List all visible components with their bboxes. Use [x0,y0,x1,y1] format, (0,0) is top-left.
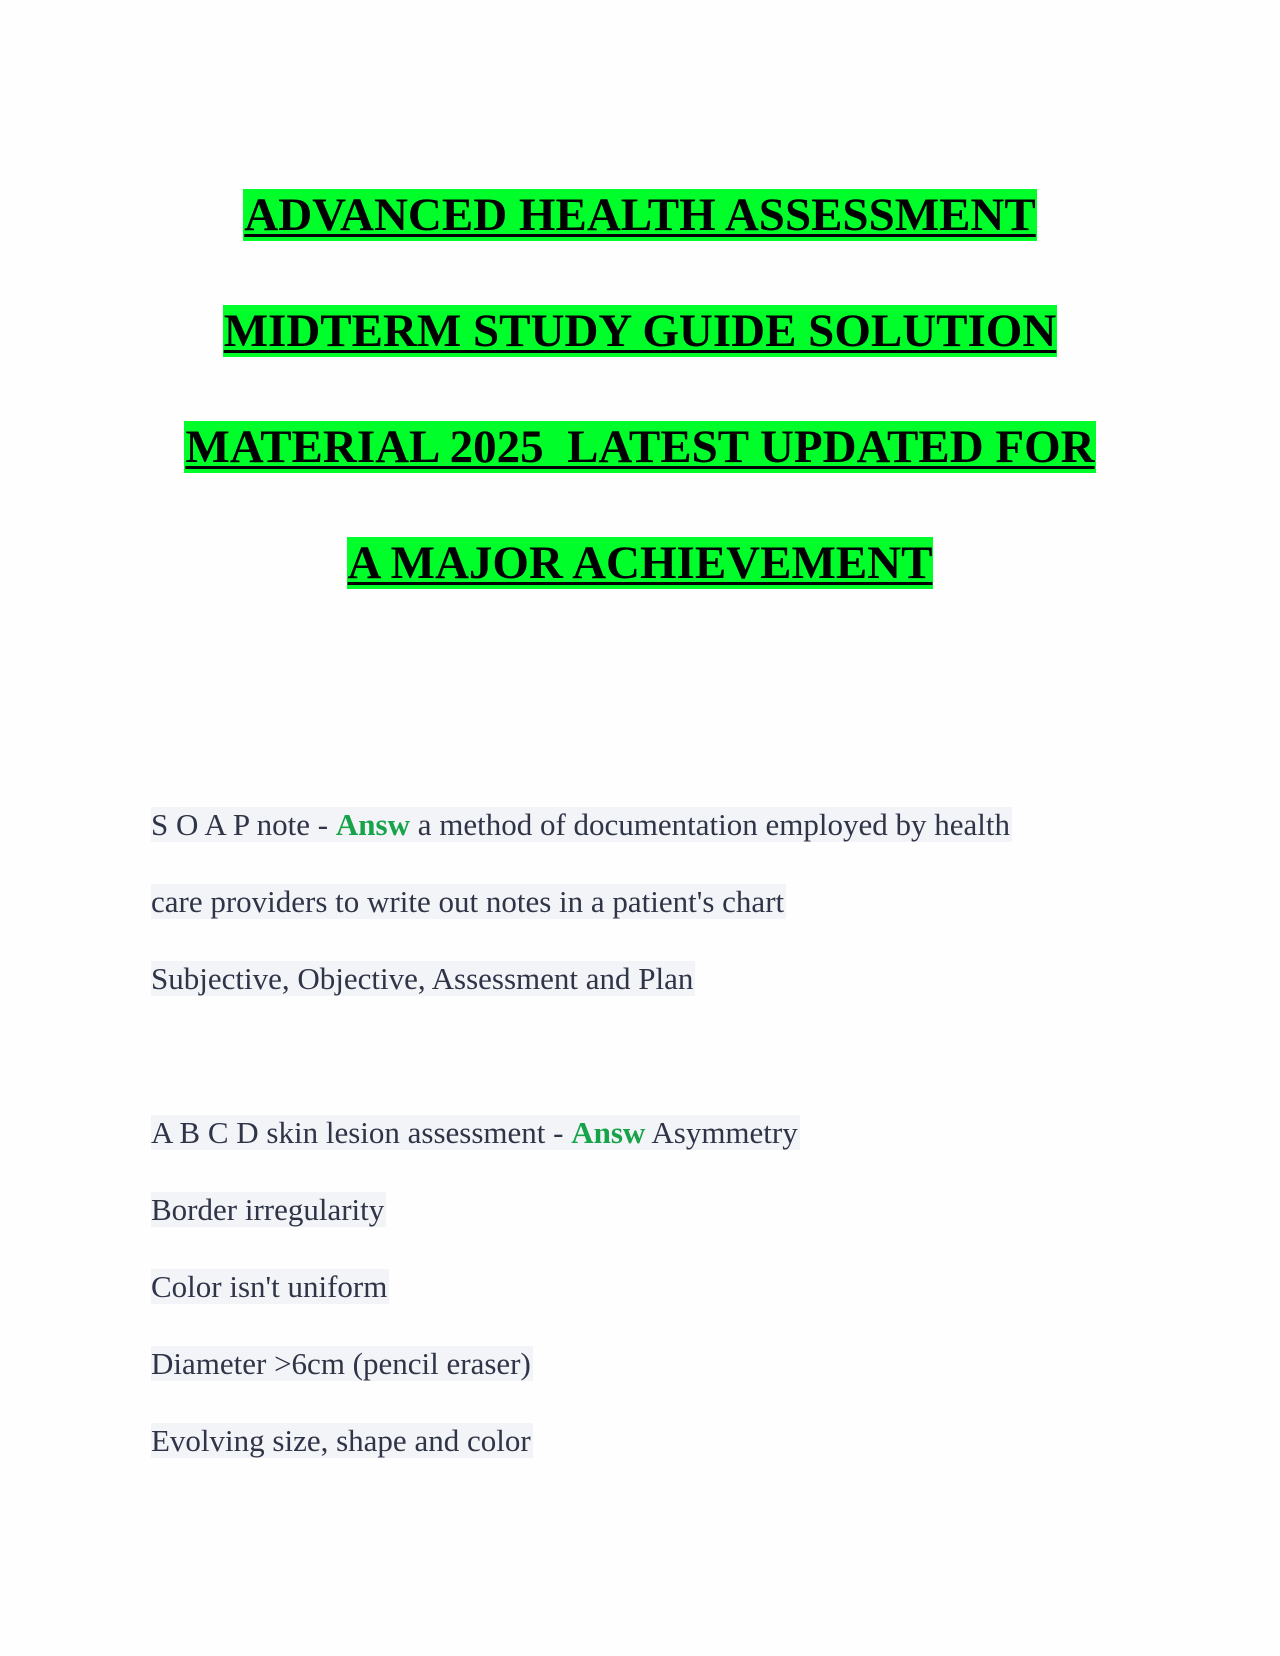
entry-term: S O A P note - [151,807,336,842]
entry-abcd-line-4: Diameter >6cm (pencil eraser) [151,1346,531,1381]
entry-abcd-line-5: Evolving size, shape and color [151,1423,531,1458]
document-title [0,186,1280,650]
title-line-3: MATERIAL 2025 LATEST UPDATED FOR [185,421,1095,473]
entry-answer: a method of documentation employed by health [409,807,1011,842]
entry-abcd-line-3: Color isn't uniform [151,1269,388,1304]
entry-soap-line-2: care providers to write out notes in a patient's chart [151,884,785,919]
qa-entries [151,806,1151,1499]
entry-answer: Asymmetry [645,1115,798,1150]
answer-marker: Answ [571,1115,646,1150]
entry-abcd-highlight [151,1115,800,1150]
entry-soap-line-3: Subjective, Objective, Assessment and Plan [151,961,694,996]
entry-soap-first-line [151,806,1151,883]
entry-soap-highlight [151,807,1012,842]
title-line-2: MIDTERM STUDY GUIDE SOLUTION [223,305,1057,357]
entry-term: A B C D skin lesion assessment - [151,1115,572,1150]
title-line-1: ADVANCED HEALTH ASSESSMENT [244,189,1036,241]
entry-abcd-first-line [151,1114,1151,1191]
entry-abcd-line-2: Border irregularity [151,1192,385,1227]
entry-gap [151,1037,1151,1114]
answer-marker: Answ [335,807,410,842]
title-line-4: A MAJOR ACHIEVEMENT [347,537,933,589]
